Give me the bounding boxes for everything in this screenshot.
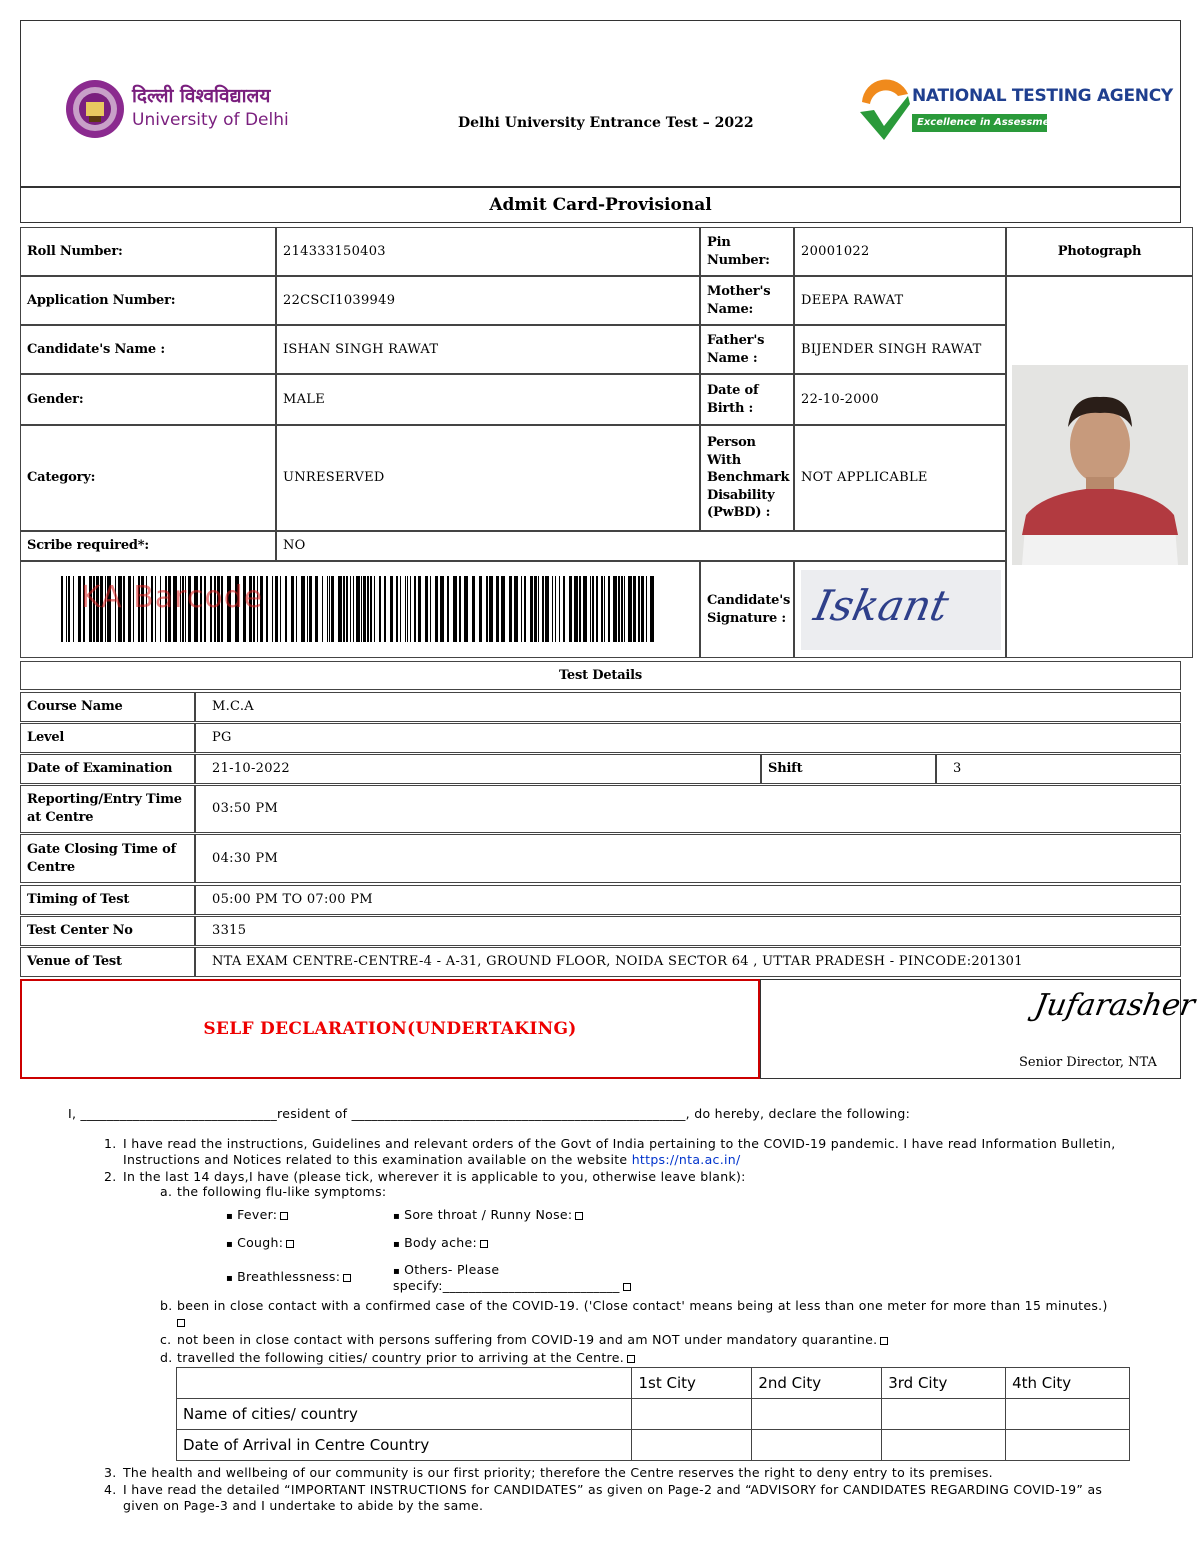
- barcode-bar: [521, 576, 522, 642]
- item-2b: [177, 1298, 1137, 1332]
- barcode-bar: [453, 576, 457, 642]
- scribe-label: Scribe required*:: [20, 531, 276, 561]
- barcode-bar: [367, 576, 369, 642]
- item-2d: [177, 1350, 635, 1365]
- quarantine-checkbox[interactable]: [880, 1337, 888, 1345]
- throat-checkbox[interactable]: [575, 1212, 583, 1220]
- name-label: Candidate's Name :: [20, 325, 276, 374]
- item-2d-text: travelled the following cities/ country prior to arriving at the Centre.: [177, 1350, 624, 1365]
- table-row: [177, 1399, 1130, 1430]
- barcode-bar: [309, 576, 312, 642]
- symptom-cough: [226, 1235, 294, 1250]
- item-2b-text: been in close contact with a confirmed case of the COVID-19. ('Close contact' means being at less than one meter for more than 15 minutes.): [177, 1298, 1108, 1313]
- symptom-fever: [226, 1207, 288, 1222]
- table-row-label: Name of cities/ country: [177, 1399, 632, 1430]
- barcode-bar: [73, 576, 74, 642]
- du-name-hindi: दिल्ली विश्वविद्यालय: [132, 85, 271, 107]
- barcode-bar: [353, 576, 354, 642]
- barcode-bar: [291, 576, 294, 642]
- pwbd-value: NOT APPLICABLE: [794, 425, 1006, 531]
- barcode-bar: [329, 576, 330, 642]
- signature-text: Iskant: [809, 580, 953, 630]
- center-value: 3315: [195, 916, 1181, 946]
- barcode-bar: [559, 576, 560, 642]
- fever-checkbox[interactable]: [280, 1212, 288, 1220]
- signature-cell: [794, 561, 1006, 658]
- category-label: Category:: [20, 425, 276, 531]
- barcode-bar: [390, 576, 393, 642]
- barcode-bar: [356, 576, 360, 642]
- barcode-bar: [542, 576, 544, 642]
- pin-label: Pin Number:: [700, 227, 794, 276]
- item-1-number: 1.: [104, 1136, 117, 1151]
- venue-value: NTA EXAM CENTRE-CENTRE-4 - A-31, GROUND FLOOR, NOIDA SECTOR 64 , UTTAR PRADESH - PINCODE:201301: [195, 947, 1181, 977]
- barcode-bar: [66, 576, 67, 642]
- barcode-bar: [301, 576, 305, 642]
- table-row-label: Date of Arrival in Centre Country: [177, 1430, 632, 1461]
- barcode-bar: [579, 576, 581, 642]
- symptom-throat-label: Sore throat / Runny Nose:: [404, 1207, 573, 1222]
- timing-label: Timing of Test: [20, 885, 195, 915]
- self-declaration-title: SELF DECLARATION(UNDERTAKING): [203, 1019, 577, 1039]
- symptom-body-label: Body ache:: [404, 1235, 477, 1250]
- symptom-throat: [393, 1207, 583, 1222]
- card-title-box: [20, 187, 1181, 223]
- barcode-bar: [641, 576, 644, 642]
- barcode-bar: [272, 576, 273, 642]
- barcode-bar: [563, 576, 565, 642]
- barcode-bar: [479, 576, 482, 642]
- symptom-body: [393, 1235, 488, 1250]
- level-value: PG: [195, 723, 1181, 753]
- item-1-text: I have read the instructions, Guidelines and relevant orders of the Govt of India pertaining to the COVID-19 pandemic. I have read Information Bulletin, Instructions and Notices related to this examination available on the website: [123, 1136, 1116, 1168]
- barcode-bar: [307, 576, 308, 642]
- barcode-bar: [338, 576, 342, 642]
- signature-image: [801, 570, 1001, 650]
- barcode-bar: [384, 576, 386, 642]
- symptom-others-label: Others- Please specify:___________________________: [393, 1262, 620, 1293]
- item-4: I have read the detailed “IMPORTANT INSTRUCTIONS for CANDIDATES” as given on Page-2 and “ADVISORY for CANDIDATES REGARDING COVID-19” as given on Page-3 and I undertake to abide by the same.: [123, 1482, 1103, 1514]
- pin-value: 20001022: [794, 227, 1006, 276]
- item-3-number: 3.: [104, 1465, 117, 1480]
- barcode-bar: [464, 576, 468, 642]
- nta-check-icon: [858, 74, 912, 144]
- barcode-bar: [407, 576, 408, 642]
- barcode-bar: [538, 576, 539, 642]
- barcode-bar: [275, 576, 278, 642]
- table-row: [177, 1430, 1130, 1461]
- barcode-bar: [331, 576, 334, 642]
- barcode-bar: [592, 576, 594, 642]
- center-label: Test Center No: [20, 916, 195, 946]
- barcode-bar: [650, 576, 654, 642]
- shift-label: Shift: [761, 754, 936, 784]
- barcode-bar: [68, 576, 70, 642]
- mother-value: DEEPA RAWAT: [794, 276, 1006, 325]
- barcode-bar: [296, 576, 297, 642]
- barcode-cell: [20, 561, 700, 658]
- barcode-bar: [501, 576, 505, 642]
- barcode-bar: [418, 576, 421, 642]
- item-2d-letter: d.: [160, 1350, 173, 1365]
- barcode-bar: [61, 576, 63, 642]
- barcode-bar: [486, 576, 488, 642]
- photo-cell: [1006, 276, 1193, 658]
- signature-label: Candidate's Signature :: [700, 561, 794, 658]
- barcode-bar: [601, 576, 603, 642]
- course-value: M.C.A: [195, 692, 1181, 722]
- symptom-breath-label: Breathlessness:: [237, 1269, 341, 1284]
- barcode-bar: [343, 576, 345, 642]
- barcode-bar: [569, 576, 572, 642]
- barcode-bar: [370, 576, 372, 642]
- barcode-bar: [524, 576, 526, 642]
- barcode-bar: [327, 576, 328, 642]
- barcode-bar: [374, 576, 375, 642]
- self-declaration-box: [20, 979, 760, 1079]
- item-2b-letter: b.: [160, 1298, 173, 1313]
- barcode-bar: [435, 576, 438, 642]
- item-2-number: 2.: [104, 1169, 117, 1184]
- barcode-bar: [596, 576, 598, 642]
- director-title: Senior Director, NTA: [1019, 1055, 1157, 1070]
- barcode-bar: [266, 576, 268, 642]
- barcode-bar: [414, 576, 416, 642]
- gate-value: 04:30 PM: [195, 834, 1181, 883]
- barcode-bar: [583, 576, 587, 642]
- barcode-bar: [509, 576, 512, 642]
- barcode-bar: [574, 576, 578, 642]
- nta-website-link[interactable]: https://nta.ac.in/: [631, 1152, 741, 1168]
- travel-cities-table: [176, 1367, 1130, 1461]
- date-input-cell[interactable]: [882, 1430, 1006, 1461]
- dob-value: 22-10-2000: [794, 374, 1006, 425]
- venue-label: Venue of Test: [20, 947, 195, 977]
- du-name-english: University of Delhi: [132, 110, 289, 130]
- card-title: Admit Card-Provisional: [489, 195, 712, 215]
- barcode-bar: [447, 576, 449, 642]
- du-logo: [62, 78, 292, 140]
- barcode-bar: [489, 576, 493, 642]
- item-2c-text: not been in close contact with persons suffering from COVID-19 and am NOT under mandatory quarantine.: [177, 1332, 878, 1347]
- table-header-cell: [177, 1368, 632, 1399]
- barcode-bar: [472, 576, 475, 642]
- barcode-bar: [618, 576, 620, 642]
- item-4-number: 4.: [104, 1482, 117, 1497]
- barcode-bar: [638, 576, 640, 642]
- test-details-title: Test Details: [20, 661, 1181, 690]
- barcode-bar: [363, 576, 366, 642]
- barcode-bar: [430, 576, 431, 642]
- barcode-bar: [400, 576, 401, 642]
- item-2a-letter: a.: [160, 1184, 173, 1199]
- reporting-value: 03:50 PM: [195, 785, 1181, 833]
- travel-checkbox[interactable]: [627, 1355, 635, 1363]
- date-input-cell[interactable]: [752, 1430, 882, 1461]
- symptom-cough-label: Cough:: [237, 1235, 284, 1250]
- barcode-bar: [514, 576, 518, 642]
- table-header-cell: 3rd City: [882, 1368, 1006, 1399]
- item-1: [123, 1136, 1133, 1169]
- barcode-bar: [315, 576, 318, 642]
- symptom-breath: [226, 1269, 351, 1284]
- barcode-bar: [396, 576, 398, 642]
- timing-value: 05:00 PM TO 07:00 PM: [195, 885, 1181, 915]
- barcode-bar: [410, 576, 411, 642]
- pwbd-label: Person With Benchmark Disability (PwBD) :: [700, 425, 794, 531]
- nta-logo: [858, 74, 1173, 146]
- barcode-bar: [628, 576, 632, 642]
- barcode-bar: [379, 576, 381, 642]
- barcode-bar: [425, 576, 428, 642]
- barcode-bar: [608, 576, 610, 642]
- date-input-cell[interactable]: [1006, 1430, 1130, 1461]
- barcode-bar: [280, 576, 281, 642]
- app-label: Application Number:: [20, 276, 276, 325]
- gender-label: Gender:: [20, 374, 276, 425]
- gender-value: MALE: [276, 374, 700, 425]
- shift-value: 3: [936, 754, 1181, 784]
- declaration-intro: I, ______________________________resident of ___________________________________________________, do hereby, declare the following:: [68, 1106, 911, 1121]
- table-header-cell: 4th City: [1006, 1368, 1130, 1399]
- gate-label: Gate Closing Time of Centre: [20, 834, 195, 883]
- barcode-bar: [322, 576, 323, 642]
- director-signature: Jufarasher: [1031, 988, 1198, 1023]
- barcode-bar: [346, 576, 348, 642]
- barcode-bar: [285, 576, 287, 642]
- barcode-bar: [361, 576, 362, 642]
- item-2: In the last 14 days,I have (please tick, wherever it is applicable to you, otherwise leave blank):: [123, 1169, 746, 1184]
- barcode-bar: [613, 576, 617, 642]
- exam-date-label: Date of Examination: [20, 754, 195, 784]
- category-value: UNRESERVED: [276, 425, 700, 531]
- app-value: 22CSCI1039949: [276, 276, 700, 325]
- barcode-bar: [604, 576, 605, 642]
- roll-label: Roll Number:: [20, 227, 276, 276]
- barcode-bar: [590, 576, 591, 642]
- barcode-bar: [555, 576, 556, 642]
- barcode-bar: [459, 576, 461, 642]
- barcode-bar: [545, 576, 549, 642]
- symptom-others: [393, 1262, 693, 1293]
- roll-value: 214333150403: [276, 227, 700, 276]
- body-checkbox[interactable]: [480, 1240, 488, 1248]
- table-header-cell: 2nd City: [752, 1368, 882, 1399]
- city-input-cell[interactable]: [882, 1399, 1006, 1430]
- barcode-watermark: KA Barcode: [81, 580, 264, 615]
- photo-label: Photograph: [1006, 227, 1193, 276]
- barcode-bar: [350, 576, 351, 642]
- barcode-bar: [621, 576, 623, 642]
- barcode-bar: [530, 576, 533, 642]
- others-checkbox[interactable]: [623, 1283, 631, 1291]
- barcode-bar: [440, 576, 444, 642]
- barcode-bar: [405, 576, 406, 642]
- cough-checkbox[interactable]: [286, 1240, 294, 1248]
- dob-label: Date of Birth :: [700, 374, 794, 425]
- barcode-bar: [646, 576, 647, 642]
- father-value: BIJENDER SINGH RAWAT: [794, 325, 1006, 374]
- city-input-cell[interactable]: [1006, 1399, 1130, 1430]
- barcode-bar: [624, 576, 625, 642]
- item-2c-letter: c.: [160, 1332, 172, 1347]
- father-label: Father's Name :: [700, 325, 794, 374]
- scribe-value: NO: [276, 531, 1006, 561]
- mother-label: Mother's Name:: [700, 276, 794, 325]
- barcode-bar: [552, 576, 553, 642]
- item-2a: the following flu-like symptoms:: [177, 1184, 387, 1199]
- table-row: [177, 1368, 1130, 1399]
- name-value: ISHAN SINGH RAWAT: [276, 325, 700, 374]
- date-input-cell[interactable]: [632, 1430, 752, 1461]
- city-input-cell[interactable]: [752, 1399, 882, 1430]
- symptom-fever-label: Fever:: [237, 1207, 278, 1222]
- du-seal-icon: [62, 78, 128, 140]
- course-label: Course Name: [20, 692, 195, 722]
- nta-name: NATIONAL TESTING AGENCY: [912, 86, 1173, 106]
- reporting-label: Reporting/Entry Time at Centre: [20, 785, 195, 833]
- barcode-bar: [633, 576, 636, 642]
- barcode-bar: [496, 576, 499, 642]
- breath-checkbox[interactable]: [343, 1274, 351, 1282]
- exam-title: Delhi University Entrance Test – 2022: [458, 115, 754, 131]
- level-label: Level: [20, 723, 195, 753]
- nta-tagline: Excellence in Assessment: [912, 114, 1047, 132]
- exam-date-value: 21-10-2022: [195, 754, 761, 784]
- candidate-photo: [1012, 365, 1188, 565]
- city-input-cell[interactable]: [632, 1399, 752, 1430]
- table-header-cell: 1st City: [632, 1368, 752, 1399]
- item-2c: [177, 1332, 888, 1347]
- item-3: The health and wellbeing of our community is our first priority; therefore the Centre reserves the right to deny entry to its premises.: [123, 1465, 993, 1480]
- barcode-bar: [534, 576, 537, 642]
- contact-checkbox[interactable]: [177, 1319, 185, 1327]
